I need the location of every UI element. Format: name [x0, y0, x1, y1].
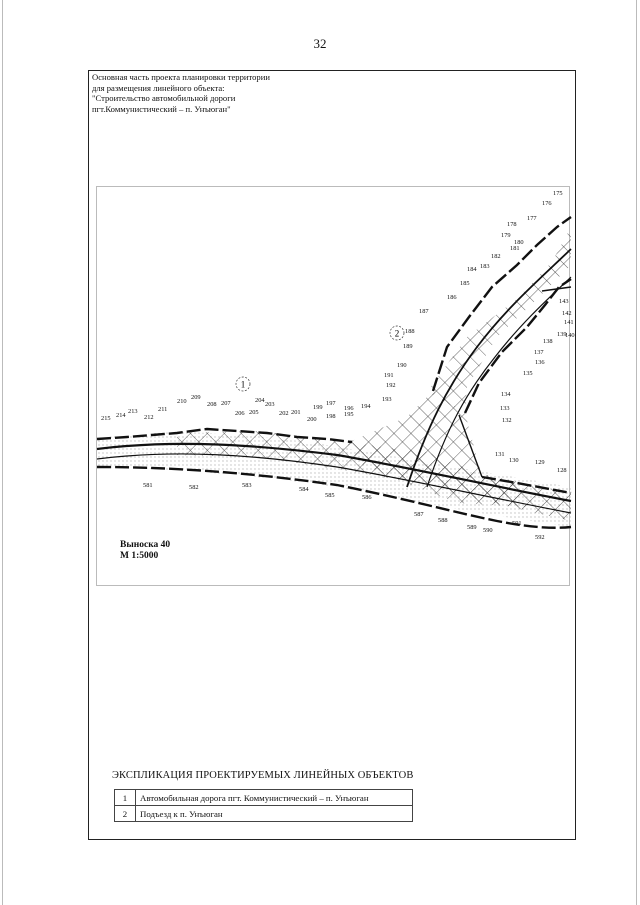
boundary-point-label: 208 [207, 401, 217, 408]
boundary-point-label: 200 [307, 416, 317, 423]
boundary-point-label: 588 [438, 517, 448, 524]
boundary-point-label: 139 [557, 331, 567, 338]
boundary-point-label: 198 [326, 413, 336, 420]
boundary-point-label: 207 [221, 400, 231, 407]
boundary-point-label: 131 [495, 451, 505, 458]
header-line: для размещения линейного объекта: [92, 82, 225, 93]
document-header [92, 72, 270, 114]
boundary-point-label: 210 [177, 398, 187, 405]
boundary-point-label: 199 [313, 404, 323, 411]
boundary-point-label: 181 [510, 245, 520, 252]
boundary-point-label: 187 [419, 308, 429, 315]
boundary-point-label: 589 [467, 524, 477, 531]
boundary-point-label: 585 [325, 492, 335, 499]
boundary-point-label: 186 [447, 294, 457, 301]
boundary-point-label: 179 [501, 232, 511, 239]
legend-row-number: 1 [115, 790, 136, 806]
boundary-point-label: 202 [279, 410, 289, 417]
legend-row-name: Автомобильная дорога пгт. Коммунистический – п. Унъюган [136, 790, 413, 806]
boundary-point-label: 581 [143, 482, 153, 489]
boundary-point-label: 141 [564, 319, 574, 326]
boundary-point-label: 209 [191, 394, 201, 401]
boundary-point-label: 205 [249, 409, 259, 416]
map-scale: М 1:5000 [120, 551, 159, 561]
legend-row-name: Подъезд к п. Унъюган [136, 806, 413, 822]
boundary-point-label: 138 [543, 338, 553, 345]
callout-title: Выноска 40 [120, 540, 171, 550]
marker-label: 1 [240, 379, 246, 390]
boundary-point-label: 203 [265, 401, 275, 408]
boundary-point-label: 195 [344, 411, 354, 418]
boundary-point-label: 191 [384, 372, 394, 379]
boundary-point-label: 176 [542, 200, 552, 207]
boundary-point-label: 190 [397, 362, 407, 369]
boundary-point-label: 184 [467, 266, 477, 273]
boundary-point-label: 213 [128, 408, 138, 415]
boundary-point-label: 193 [382, 396, 392, 403]
boundary-point-label: 128 [557, 467, 567, 474]
object-marker-2 [390, 326, 404, 340]
boundary-point-label: 135 [523, 370, 533, 377]
boundary-point-label: 178 [507, 221, 517, 228]
boundary-point-label: 194 [361, 403, 371, 410]
map-svg [97, 187, 575, 587]
boundary-point-label: 133 [500, 405, 510, 412]
boundary-point-label: 137 [534, 349, 544, 356]
boundary-point-label: 180 [514, 239, 524, 246]
boundary-point-label: 201 [291, 409, 301, 416]
boundary-point-label: 584 [299, 486, 309, 493]
legend-title: ЭКСПЛИКАЦИЯ ПРОЕКТИРУЕМЫХ ЛИНЕЙНЫХ ОБЪЕКТОВ [112, 770, 414, 781]
boundary-point-label: 140 [565, 332, 575, 339]
boundary-point-label: 143 [559, 298, 569, 305]
object-marker-1 [236, 377, 250, 391]
boundary-point-label: 212 [144, 414, 154, 421]
header-line: пгт.Коммунистический – п. Унъюган" [92, 103, 231, 114]
boundary-point-label: 587 [414, 511, 424, 518]
boundary-point-label: 196 [344, 405, 354, 412]
boundary-point-label: 183 [480, 263, 490, 270]
boundary-point-label: 175 [553, 190, 563, 197]
boundary-point-label: 142 [562, 310, 572, 317]
boundary-point-label: 192 [386, 382, 396, 389]
boundary-point-label: 136 [535, 359, 545, 366]
page-number: 32 [313, 36, 327, 51]
boundary-point-label: 591 [512, 520, 522, 527]
boundary-point-label: 215 [101, 415, 111, 422]
legend-table [114, 789, 413, 822]
header-line: "Строительство автомобильной дороги [92, 93, 236, 104]
boundary-point-label: 185 [460, 280, 470, 287]
boundary-point-label: 583 [242, 482, 252, 489]
boundary-point-label: 189 [403, 343, 413, 350]
boundary-point-label: 134 [501, 391, 511, 398]
boundary-point-label: 586 [362, 494, 372, 501]
site-plan-map [96, 186, 575, 586]
boundary-point-label: 130 [509, 457, 519, 464]
marker-label: 2 [394, 328, 400, 339]
boundary-point-label: 177 [527, 215, 537, 222]
legend-row [115, 790, 413, 806]
boundary-point-label: 132 [502, 417, 512, 424]
boundary-point-label: 211 [158, 406, 168, 413]
boundary-point-label: 204 [255, 397, 265, 404]
boundary-point-label: 188 [405, 328, 415, 335]
boundary-point-label: 197 [326, 400, 336, 407]
scan-edge-left [2, 0, 3, 905]
boundary-point-label: 206 [235, 410, 245, 417]
scan-edge-right [636, 0, 637, 905]
legend-row-number: 2 [115, 806, 136, 822]
boundary-point-label: 582 [189, 484, 199, 491]
boundary-point-label: 590 [483, 527, 493, 534]
boundary-point-label: 592 [535, 534, 545, 541]
header-line: Основная часть проекта планировки территории [92, 72, 270, 82]
boundary-point-label: 182 [491, 253, 501, 260]
callout-block [120, 540, 170, 562]
boundary-point-label: 129 [535, 459, 545, 466]
boundary-point-label: 214 [116, 412, 126, 419]
legend-row [115, 806, 413, 822]
